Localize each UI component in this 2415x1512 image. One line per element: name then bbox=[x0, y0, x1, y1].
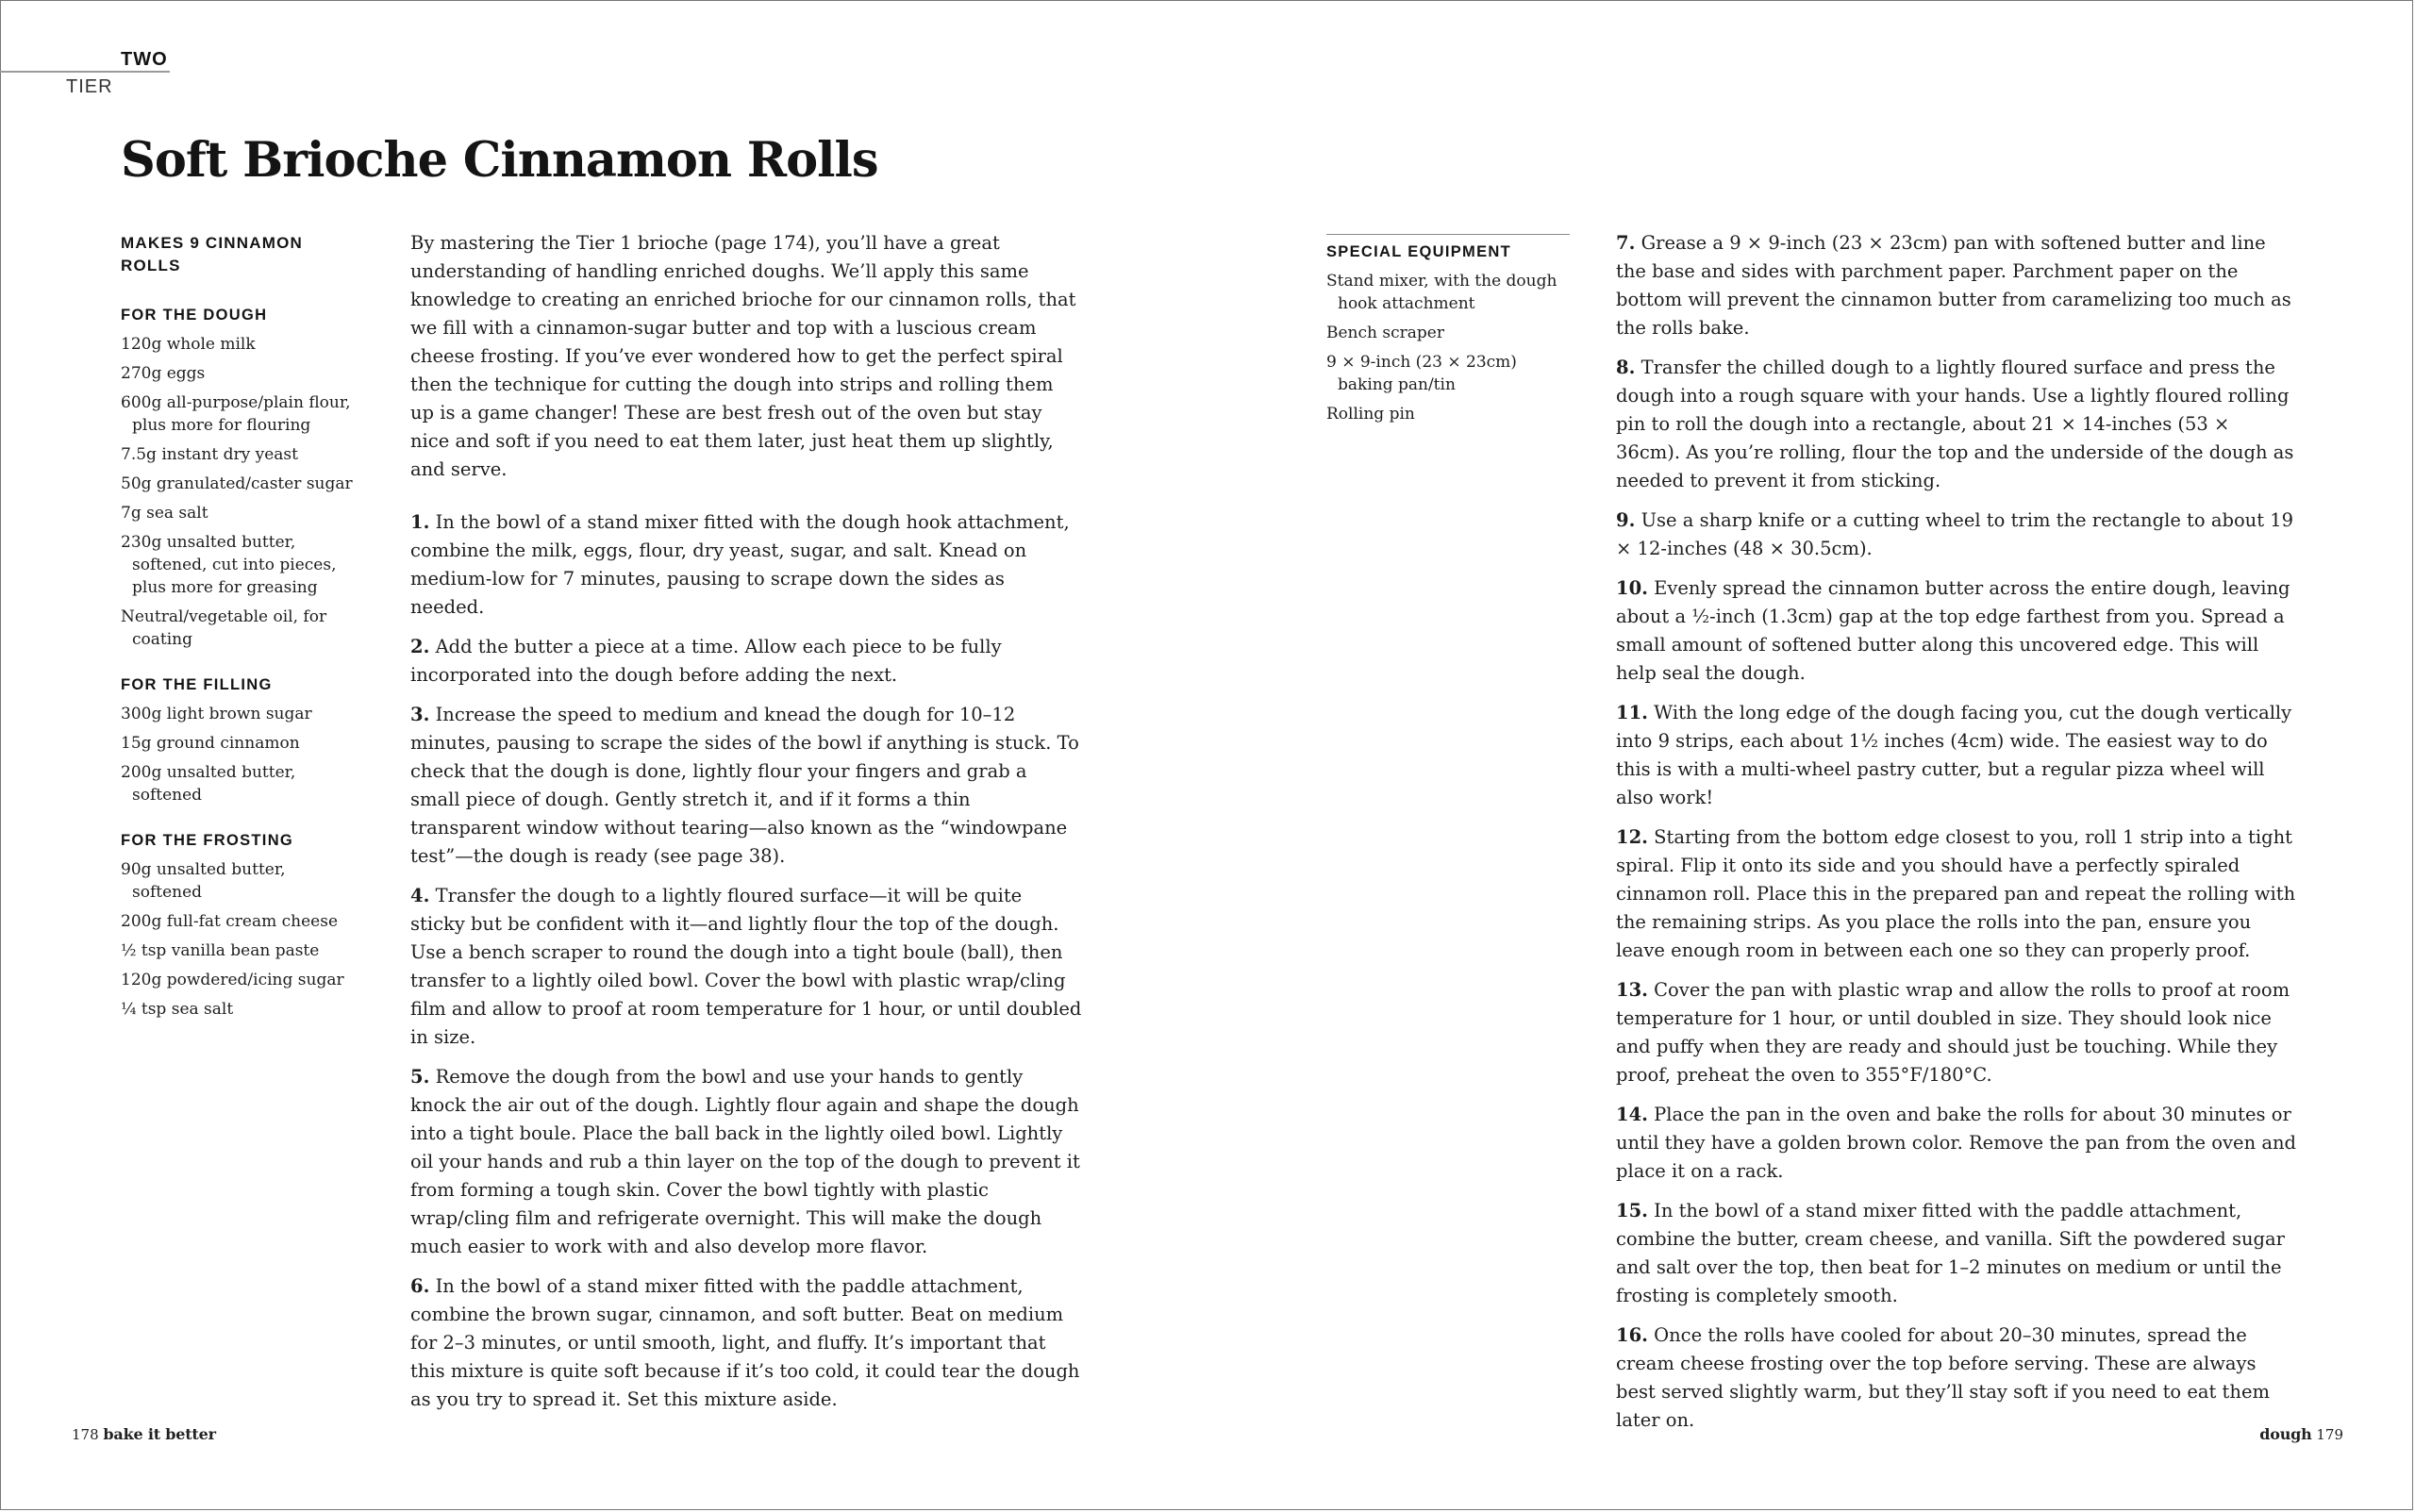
method-column-right bbox=[1616, 229, 2299, 1446]
ingredient-item: 120g whole milk bbox=[121, 335, 256, 354]
tier-label: TIER bbox=[66, 76, 113, 97]
step-number: 6. bbox=[410, 1275, 430, 1297]
ingredient-item: 50g granulated/caster sugar bbox=[121, 474, 353, 493]
method-column-left bbox=[410, 229, 1082, 1425]
dough-heading: FOR THE DOUGH bbox=[121, 307, 268, 324]
filling-heading: FOR THE FILLING bbox=[121, 676, 273, 693]
step-text: Remove the dough from the bowl and use your hands to gently knock the air out of the dough. Lightly flour again and shape the dough into a tight boule. Place the ball back in the lightly oiled bowl. Lightly oil your hands and rub a thin layer on the top of the dough to prevent it from forming a tough skin. Cover the bowl tightly with plastic wrap/cling film and refrigerate overnight. This will make the dough much easier to work with and also develop more flavor. bbox=[410, 1066, 1080, 1257]
ingredient-item: 230g unsalted butter, softened, cut into pieces, plus more for greasing bbox=[121, 533, 337, 597]
equipment-item: Bench scraper bbox=[1326, 324, 1444, 342]
equipment-item: Rolling pin bbox=[1326, 405, 1415, 424]
step-14 bbox=[1616, 1101, 2299, 1186]
equipment-column bbox=[1326, 234, 1570, 432]
step-text: Use a sharp knife or a cutting wheel to trim the rectangle to about 19 × 12-inches (48 × 30.5cm). bbox=[1616, 509, 2294, 559]
ingredient-item: 200g unsalted butter, softened bbox=[121, 763, 296, 805]
recipe-yield: MAKES 9 CINNAMON ROLLS bbox=[121, 234, 303, 274]
step-text: Grease a 9 × 9-inch (23 × 23cm) pan with softened butter and line the base and sides with parchment paper. Parchment paper on the bottom will prevent the cinnamon butter from caramelizing too much as the rolls bake. bbox=[1616, 232, 2291, 339]
step-4 bbox=[410, 882, 1082, 1052]
step-text: Increase the speed to medium and knead the dough for 10–12 minutes, pausing to scrape the sides of the bowl if anything is stuck. To check that the dough is done, lightly flour your fingers and grab a small piece of dough. Gently stretch it, and if it forms a thin transparent window without tearing—also known as the “windowpane test”—the dough is ready (see page 38). bbox=[410, 704, 1079, 867]
step-number: 9. bbox=[1616, 509, 1636, 531]
tier-rule bbox=[0, 71, 170, 73]
step-text: Transfer the chilled dough to a lightly floured surface and press the dough into a rough square with your hands. Use a lightly floured rolling pin to roll the dough into a rectangle, about 21 × 14-inches (53 × 36cm). As you’re rolling, flour the top and the underside of the dough as needed to prevent it from sticking. bbox=[1616, 357, 2294, 491]
step-1 bbox=[410, 508, 1082, 622]
step-10 bbox=[1616, 574, 2299, 688]
equipment-item: Stand mixer, with the dough hook attachment bbox=[1326, 272, 1557, 313]
recipe-title: Soft Brioche Cinnamon Rolls bbox=[121, 132, 878, 189]
ingredient-item: 120g powdered/icing sugar bbox=[121, 971, 344, 989]
step-number: 13. bbox=[1616, 979, 1648, 1001]
equipment-list bbox=[1326, 270, 1570, 425]
step-7 bbox=[1616, 229, 2299, 342]
step-number: 16. bbox=[1616, 1324, 1648, 1346]
step-number: 2. bbox=[410, 636, 430, 657]
step-number: 3. bbox=[410, 704, 430, 725]
step-9 bbox=[1616, 507, 2299, 563]
step-number: 5. bbox=[410, 1066, 430, 1088]
ingredient-item: 7.5g instant dry yeast bbox=[121, 445, 298, 464]
ingredient-item: Neutral/vegetable oil, for coating bbox=[121, 607, 327, 649]
ingredient-item: ½ tsp vanilla bean paste bbox=[121, 941, 320, 960]
step-text: In the bowl of a stand mixer fitted with the dough hook attachment, combine the milk, eggs, flour, dry yeast, sugar, and salt. Knead on medium-low for 7 minutes, pausing to scrape down the sides as needed. bbox=[410, 511, 1070, 618]
step-6 bbox=[410, 1272, 1082, 1414]
ingredient-item: 300g light brown sugar bbox=[121, 705, 312, 723]
step-2 bbox=[410, 633, 1082, 690]
step-text: Evenly spread the cinnamon butter across the entire dough, leaving about a ½-inch (1.3cm) gap at the top edge farthest from you. Spread a small amount of softened butter along this uncovered edge. This will help seal the dough. bbox=[1616, 577, 2290, 684]
step-11 bbox=[1616, 699, 2299, 812]
step-5 bbox=[410, 1063, 1082, 1261]
step-text: Transfer the dough to a lightly floured surface—it will be quite sticky but be confident with it—and lightly flour the top of the dough. Use a bench scraper to round the dough into a tight boule (ball), then transfer to a lightly oiled bowl. Cover the bowl with plastic wrap/cling film and allow to proof at room temperature for 1 hour, or until doubled in size. bbox=[410, 885, 1082, 1048]
step-16 bbox=[1616, 1321, 2299, 1435]
dough-ingredient-list bbox=[121, 333, 357, 651]
ingredient-item: 90g unsalted butter, softened bbox=[121, 860, 286, 902]
page-number-right: 179 bbox=[2316, 1426, 2343, 1443]
step-text: Cover the pan with plastic wrap and allow the rolls to proof at room temperature for 1 hour, or until doubled in size. They should look nice and puffy when they are ready and should just be touching. While they proof, preheat the oven to 355°F/180°C. bbox=[1616, 979, 2290, 1086]
step-text: In the bowl of a stand mixer fitted with the paddle attachment, combine the brown sugar, cinnamon, and soft butter. Beat on medium for 2–3 minutes, or until smooth, light, and fluffy. It’s important that this mixture is quite soft because if it’s too cold, it could tear the dough as you try to spread it. Set this mixture aside. bbox=[410, 1275, 1080, 1410]
filling-ingredient-list bbox=[121, 703, 357, 806]
page-number-left: 178 bbox=[72, 1426, 99, 1443]
step-text: In the bowl of a stand mixer fitted with the paddle attachment, combine the butter, cream cheese, and vanilla. Sift the powdered sugar and salt over the top, then beat for 1–2 minutes on medium or until the frosting is completely smooth. bbox=[1616, 1200, 2285, 1306]
section-name: dough bbox=[2259, 1425, 2312, 1443]
footer-right bbox=[2259, 1425, 2343, 1443]
step-15 bbox=[1616, 1197, 2299, 1310]
equipment-rule bbox=[1326, 234, 1570, 235]
step-8 bbox=[1616, 354, 2299, 495]
ingredient-item: 600g all-purpose/plain flour, plus more for flouring bbox=[121, 393, 351, 435]
step-text: Starting from the bottom edge closest to you, roll 1 strip into a tight spiral. Flip it onto its side and you should have a perfectly spiraled cinnamon roll. Place this in the prepared pan and repeat the rolling with the remaining strips. As you place the rolls into the pan, ensure you leave enough room in between each one so they can properly proof. bbox=[1616, 826, 2296, 961]
equipment-item: 9 × 9-inch (23 × 23cm) baking pan/tin bbox=[1326, 353, 1517, 394]
step-number: 14. bbox=[1616, 1104, 1648, 1125]
step-number: 11. bbox=[1616, 702, 1648, 723]
ingredient-item: ¼ tsp sea salt bbox=[121, 1000, 234, 1019]
step-number: 12. bbox=[1616, 826, 1648, 848]
step-3 bbox=[410, 701, 1082, 871]
step-number: 1. bbox=[410, 511, 430, 533]
equipment-heading: SPECIAL EQUIPMENT bbox=[1326, 243, 1511, 260]
book-title: bake it better bbox=[103, 1425, 216, 1443]
ingredient-item: 270g eggs bbox=[121, 364, 206, 383]
footer-left bbox=[72, 1425, 216, 1443]
ingredient-item: 15g ground cinnamon bbox=[121, 734, 300, 753]
step-text: Add the butter a piece at a time. Allow each piece to be fully incorporated into the dough before adding the next. bbox=[410, 636, 1002, 686]
frosting-heading: FOR THE FROSTING bbox=[121, 832, 294, 849]
ingredients-column bbox=[121, 232, 357, 1045]
ingredient-item: 7g sea salt bbox=[121, 504, 208, 523]
step-text: Place the pan in the oven and bake the rolls for about 30 minutes or until they have a golden brown color. Remove the pan from the oven and place it on a rack. bbox=[1616, 1104, 2297, 1182]
step-13 bbox=[1616, 976, 2299, 1089]
step-text: With the long edge of the dough facing you, cut the dough vertically into 9 strips, each about 1½ inches (4cm) wide. The easiest way to do this is with a multi-wheel pastry cutter, but a regular pizza wheel will also work! bbox=[1616, 702, 2292, 808]
step-number: 10. bbox=[1616, 577, 1648, 599]
step-number: 8. bbox=[1616, 357, 1636, 378]
frosting-ingredient-list bbox=[121, 858, 357, 1021]
tier-number: TWO bbox=[121, 49, 168, 70]
step-number: 4. bbox=[410, 885, 430, 906]
ingredient-item: 200g full-fat cream cheese bbox=[121, 912, 338, 931]
recipe-intro: By mastering the Tier 1 brioche (page 174), you’ll have a great understanding of handling enriched doughs. We’ll apply this same knowledge to creating an enriched brioche for our cinnamon rolls, that we fill with a cinnamon-sugar butter and top with a luscious cream cheese frosting. If you’ve ever wondered how to get the perfect spiral then the technique for cutting the dough into strips and rolling them up is a game changer! These are best fresh out of the oven but stay nice and soft if you need to eat them later, just heat them up slightly, and serve. bbox=[410, 232, 1076, 480]
step-number: 15. bbox=[1616, 1200, 1648, 1221]
step-text: Once the rolls have cooled for about 20–30 minutes, spread the cream cheese frosting over the top before serving. These are always best served slightly warm, but they’ll stay soft if you need to eat them later on. bbox=[1616, 1324, 2270, 1431]
step-12 bbox=[1616, 823, 2299, 965]
step-number: 7. bbox=[1616, 232, 1636, 254]
